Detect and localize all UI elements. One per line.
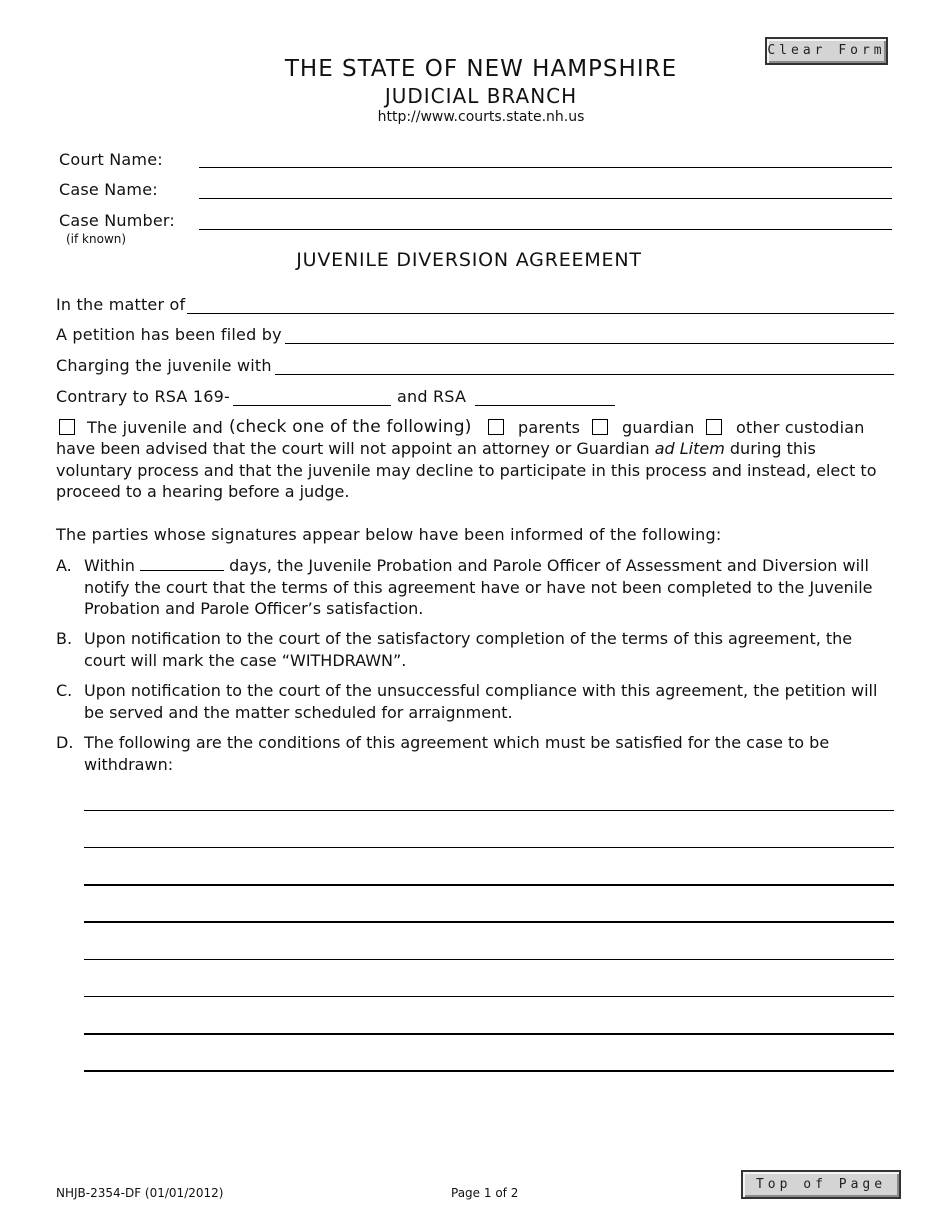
other-custodian-checkbox[interactable] xyxy=(706,419,722,435)
branch-heading: JUDICIAL BRANCH xyxy=(384,84,578,108)
parents-label: parents xyxy=(518,418,581,437)
item-c-letter: C. xyxy=(56,681,73,700)
item-a-within: Within xyxy=(84,556,135,575)
check-one-label: (check one of the following) xyxy=(229,417,472,437)
condition-line-3[interactable] xyxy=(84,884,894,886)
in-the-matter-label: In the matter of xyxy=(56,295,186,314)
in-the-matter-field[interactable] xyxy=(187,313,894,314)
item-d-letter: D. xyxy=(56,733,74,752)
court-name-label: Court Name: xyxy=(59,150,163,169)
days-field[interactable] xyxy=(140,556,224,571)
item-b-letter: B. xyxy=(56,629,73,648)
condition-line-6[interactable] xyxy=(84,996,894,997)
state-heading: THE STATE OF NEW HAMPSHIRE xyxy=(284,56,678,82)
item-d-text: The following are the conditions of this agreement which must be satisfied for the case to be withdrawn: xyxy=(84,733,830,774)
clear-form-button[interactable]: Clear Form xyxy=(765,37,888,65)
if-known-note: (if known) xyxy=(66,232,127,246)
condition-line-1[interactable] xyxy=(84,810,894,811)
rsa-field[interactable] xyxy=(475,405,615,406)
juvenile-and-label: The juvenile and xyxy=(87,418,224,437)
form-id: NHJB-2354-DF (01/01/2012) xyxy=(56,1186,224,1200)
case-name-label: Case Name: xyxy=(59,180,158,199)
document-title: JUVENILE DIVERSION AGREEMENT xyxy=(296,249,642,271)
case-name-field[interactable] xyxy=(199,198,892,199)
court-url: http://www.courts.state.nh.us xyxy=(377,109,585,125)
guardian-checkbox[interactable] xyxy=(592,419,608,435)
petition-filed-label: A petition has been filed by xyxy=(56,325,282,344)
condition-line-5[interactable] xyxy=(84,959,894,960)
and-rsa-label: and RSA xyxy=(397,387,467,406)
charging-field[interactable] xyxy=(275,374,894,375)
petition-filed-by-field[interactable] xyxy=(285,343,894,344)
item-b-text: Upon notification to the court of the satisfactory completion of the terms of this agreement, the court will mark the case “WITHDRAWN”. xyxy=(84,629,853,670)
item-a-letter: A. xyxy=(56,556,72,575)
condition-line-2[interactable] xyxy=(84,847,894,848)
rsa-169-field[interactable] xyxy=(233,405,391,406)
condition-line-4[interactable] xyxy=(84,921,894,923)
condition-line-7[interactable] xyxy=(84,1033,894,1035)
charging-label: Charging the juvenile with xyxy=(56,356,272,375)
rsa-169-label: Contrary to RSA 169- xyxy=(56,387,230,406)
guardian-label: guardian xyxy=(622,418,695,437)
item-c-text: Upon notification to the court of the unsuccessful compliance with this agreement, the petition will be served and the matter scheduled for arraignment. xyxy=(84,681,878,722)
court-name-field[interactable] xyxy=(199,167,892,168)
top-of-page-button[interactable]: Top of Page xyxy=(741,1170,901,1199)
informed-intro: The parties whose signatures appear below have been informed of the following: xyxy=(56,525,722,544)
other-custodian-label: other custodian xyxy=(736,418,865,437)
item-a-text: days, the Juvenile Probation and Parole Officer of Assessment and Diversion will notify the court that the terms of this agreement have or have not been completed to the Juvenile Probation and Parole Officer’s satisfaction. xyxy=(84,556,873,618)
advised-paragraph: have been advised that the court will not appoint an attorney or Guardian ad Litem during this voluntary process and that the juvenile may decline to participate in this process and instead, elect to proceed to a hearing before a judge. xyxy=(56,439,877,501)
parents-checkbox[interactable] xyxy=(488,419,504,435)
case-number-field[interactable] xyxy=(199,229,892,230)
condition-line-8[interactable] xyxy=(84,1070,894,1072)
case-number-label: Case Number: xyxy=(59,211,176,230)
page-number: Page 1 of 2 xyxy=(451,1186,519,1200)
juvenile-checkbox[interactable] xyxy=(59,419,75,435)
